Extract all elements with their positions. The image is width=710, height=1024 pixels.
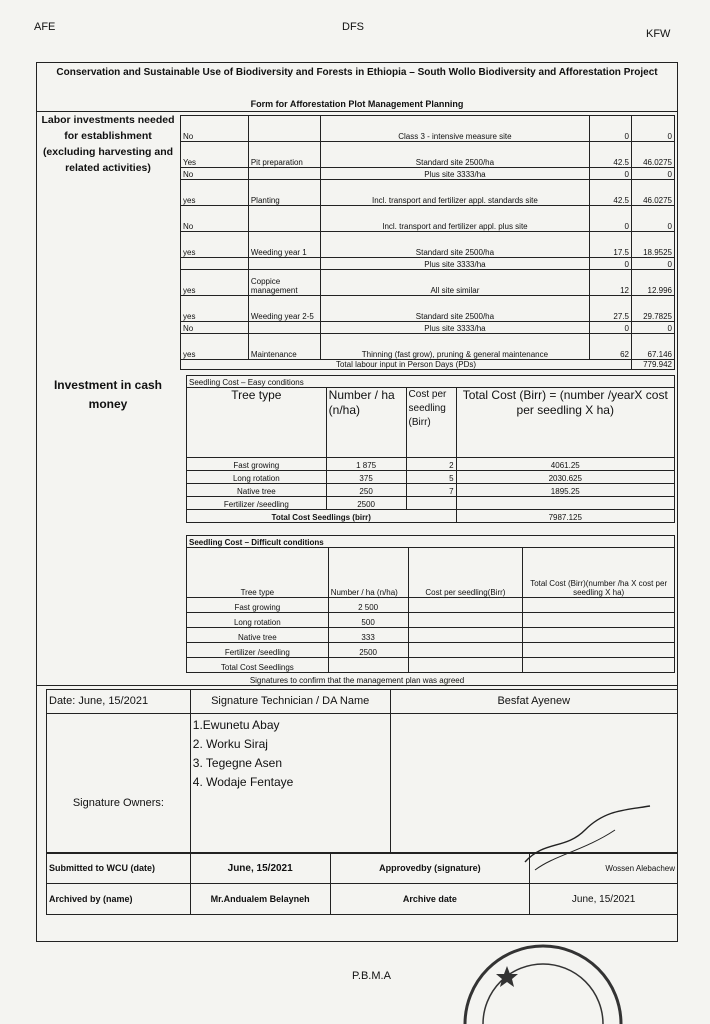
labor-total-value: 779.942 [632,360,675,370]
difficult-row [187,613,675,628]
easy-row [187,471,675,484]
submitted-date: June, 15/2021 [190,853,330,884]
difficult-row [187,643,675,658]
difficult-section-label: Seedling Cost – Difficult conditions [187,536,675,548]
archive-date: June, 15/2021 [530,884,678,915]
difficult-total-label: Total Cost Seedlings [187,658,329,673]
labor-activity [248,322,320,334]
easy-tree-type: Native tree [187,484,327,497]
easy-seedling-table [186,375,675,523]
labor-activity: Planting [248,180,320,206]
labor-section-label: Labor investments needed for establishment (excluding harvesting and related activities) [41,114,175,174]
labor-row [181,180,675,206]
labor-flag: yes [181,270,249,296]
labor-flag: No [181,116,249,142]
difficult-total [523,598,675,613]
labor-description: Plus site 3333/ha [320,322,589,334]
difficult-tree-type: Long rotation [187,613,329,628]
header-center: DFS [342,21,364,33]
approver-signature-icon [515,800,665,872]
labor-pd: 42.5 [590,142,632,168]
labor-row [181,232,675,258]
difficult-seedling-table [186,535,675,673]
cash-section-label: Investment in cash money [53,378,163,411]
easy-number: 1 875 [326,458,406,471]
owner-name: 4. Wodaje Fentaye [192,775,294,789]
labor-flag [181,258,249,270]
header-left: AFE [34,21,56,33]
labor-cost: 12.996 [632,270,675,296]
official-stamp-icon [455,938,625,1024]
labor-cost: 18.9525 [632,232,675,258]
labor-activity [248,258,320,270]
footer-text: P.B.M.A [352,970,391,982]
easy-total [456,497,674,510]
easy-cost [406,497,456,510]
difficult-total [523,613,675,628]
difficult-number: 333 [328,628,408,643]
labor-activity: Coppice management [248,270,320,296]
labor-description: Incl. transport and fertilizer appl. plus site [320,206,589,232]
approved-label: Approvedby (signature) [330,853,530,884]
difficult-total [523,628,675,643]
labor-pd: 0 [590,258,632,270]
difficult-cost [408,598,523,613]
labor-cost: 0 [632,116,675,142]
easy-total-value: 7987.125 [456,510,674,523]
difficult-cost [408,613,523,628]
labor-description: Class 3 - intensive measure site [320,116,589,142]
difficult-header-cost: Cost per seedling(Birr) [408,548,523,598]
owner-name: 3. Tegegne Asen [192,756,282,770]
difficult-cost [408,628,523,643]
easy-total: 1895.25 [456,484,674,497]
easy-total: 4061.25 [456,458,674,471]
labor-description: Standard site 2500/ha [320,142,589,168]
labor-pd: 17.5 [590,232,632,258]
labor-row [181,168,675,180]
archive-date-label: Archive date [330,884,530,915]
labor-row [181,142,675,168]
easy-cost: 7 [406,484,456,497]
labor-row [181,322,675,334]
labor-pd: 0 [590,206,632,232]
labor-description: Incl. transport and fertilizer appl. standards site [320,180,589,206]
difficult-tree-type: Fast growing [187,598,329,613]
owner-name: 1.Ewunetu Abay [192,718,280,732]
approver-name: Wossen Alebachew [530,853,678,884]
document-title: Conservation and Sustainable Use of Biodiversity and Forests in Ethiopia – South Wollo Biodiversity and Afforestation Project [56,67,658,78]
labor-pd: 42.5 [590,180,632,206]
labor-description: Plus site 3333/ha [320,258,589,270]
submitted-label: Submitted to WCU (date) [47,853,191,884]
signatures-note: Signatures to confirm that the management plan was agreed [36,676,678,686]
labor-flag: yes [181,296,249,322]
labor-pd: 0 [590,116,632,142]
labor-pd: 0 [590,322,632,334]
labor-table [180,115,675,370]
labor-description: Thinning (fast grow), pruning & general maintenance [320,334,589,360]
easy-cost: 5 [406,471,456,484]
labor-cost: 0 [632,322,675,334]
labor-row [181,258,675,270]
labor-cost: 46.0275 [632,142,675,168]
labor-row [181,206,675,232]
easy-header-number: Number / ha (n/ha) [326,388,406,458]
labor-description: All site similar [320,270,589,296]
owners-list [190,714,390,854]
labor-flag: yes [181,232,249,258]
archived-label: Archived by (name) [47,884,191,915]
labor-cost: 0 [632,206,675,232]
labor-description: Plus site 3333/ha [320,168,589,180]
labor-activity: Maintenance [248,334,320,360]
labor-row [181,334,675,360]
date-label: Date: June, 15/2021 [47,690,191,714]
easy-header-cost: Cost per seedling (Birr) [406,388,456,458]
easy-section-label: Seedling Cost – Easy conditions [187,376,675,388]
labor-cost: 0 [632,258,675,270]
easy-number: 250 [326,484,406,497]
labor-row [181,270,675,296]
labor-cost: 67.146 [632,334,675,360]
labor-activity [248,206,320,232]
difficult-row [187,628,675,643]
difficult-row [187,598,675,613]
difficult-tree-type: Native tree [187,628,329,643]
labor-activity: Weeding year 1 [248,232,320,258]
labor-activity [248,116,320,142]
labor-pd: 0 [590,168,632,180]
easy-row [187,497,675,510]
easy-header-total: Total Cost (Birr) = (number /yearX cost per seedling X ha) [456,388,674,458]
labor-flag: No [181,206,249,232]
difficult-header-tree-type: Tree type [187,548,329,598]
difficult-number: 2 500 [328,598,408,613]
difficult-header-total: Total Cost (Birr)(number /ha X cost per seedling X ha) [523,548,675,598]
labor-description: Standard site 2500/ha [320,296,589,322]
owner-name: 2. Worku Siraj [192,737,268,751]
labor-row [181,296,675,322]
header-right: KFW [646,28,671,40]
labor-description: Standard site 2500/ha [320,232,589,258]
easy-tree-type: Fast growing [187,458,327,471]
easy-tree-type: Fertilizer /seedling [187,497,327,510]
form-title: Form for Afforestation Plot Management Planning [250,99,464,109]
technician-label: Signature Technician / DA Name [190,690,390,714]
difficult-total [523,643,675,658]
labor-total-label: Total labour input in Person Days (PDs) [181,360,632,370]
difficult-number: 500 [328,613,408,628]
difficult-number: 2500 [328,643,408,658]
labor-flag: Yes [181,142,249,168]
easy-number: 2500 [326,497,406,510]
labor-pd: 12 [590,270,632,296]
easy-total-label: Total Cost Seedlings (birr) [187,510,457,523]
labor-activity: Pit preparation [248,142,320,168]
labor-activity [248,168,320,180]
labor-activity: Weeding year 2-5 [248,296,320,322]
easy-cost: 2 [406,458,456,471]
labor-flag: yes [181,180,249,206]
labor-row [181,116,675,142]
difficult-header-number: Number / ha (n/ha) [328,548,408,598]
labor-cost: 46.0275 [632,180,675,206]
archived-name: Mr.Andualem Belayneh [190,884,330,915]
labor-pd: 27.5 [590,296,632,322]
easy-row [187,458,675,471]
difficult-tree-type: Fertilizer /seedling [187,643,329,658]
labor-cost: 0 [632,168,675,180]
labor-flag: yes [181,334,249,360]
labor-total-row [181,360,675,370]
technician-name: Besfat Ayenew [390,690,678,714]
easy-tree-type: Long rotation [187,471,327,484]
easy-row [187,484,675,497]
easy-header-tree-type: Tree type [187,388,327,458]
difficult-cost [408,643,523,658]
labor-flag: No [181,322,249,334]
labor-pd: 62 [590,334,632,360]
labor-flag: No [181,168,249,180]
easy-number: 375 [326,471,406,484]
labor-cost: 29.7825 [632,296,675,322]
owners-label: Signature Owners: [47,714,191,854]
easy-total: 2030.625 [456,471,674,484]
